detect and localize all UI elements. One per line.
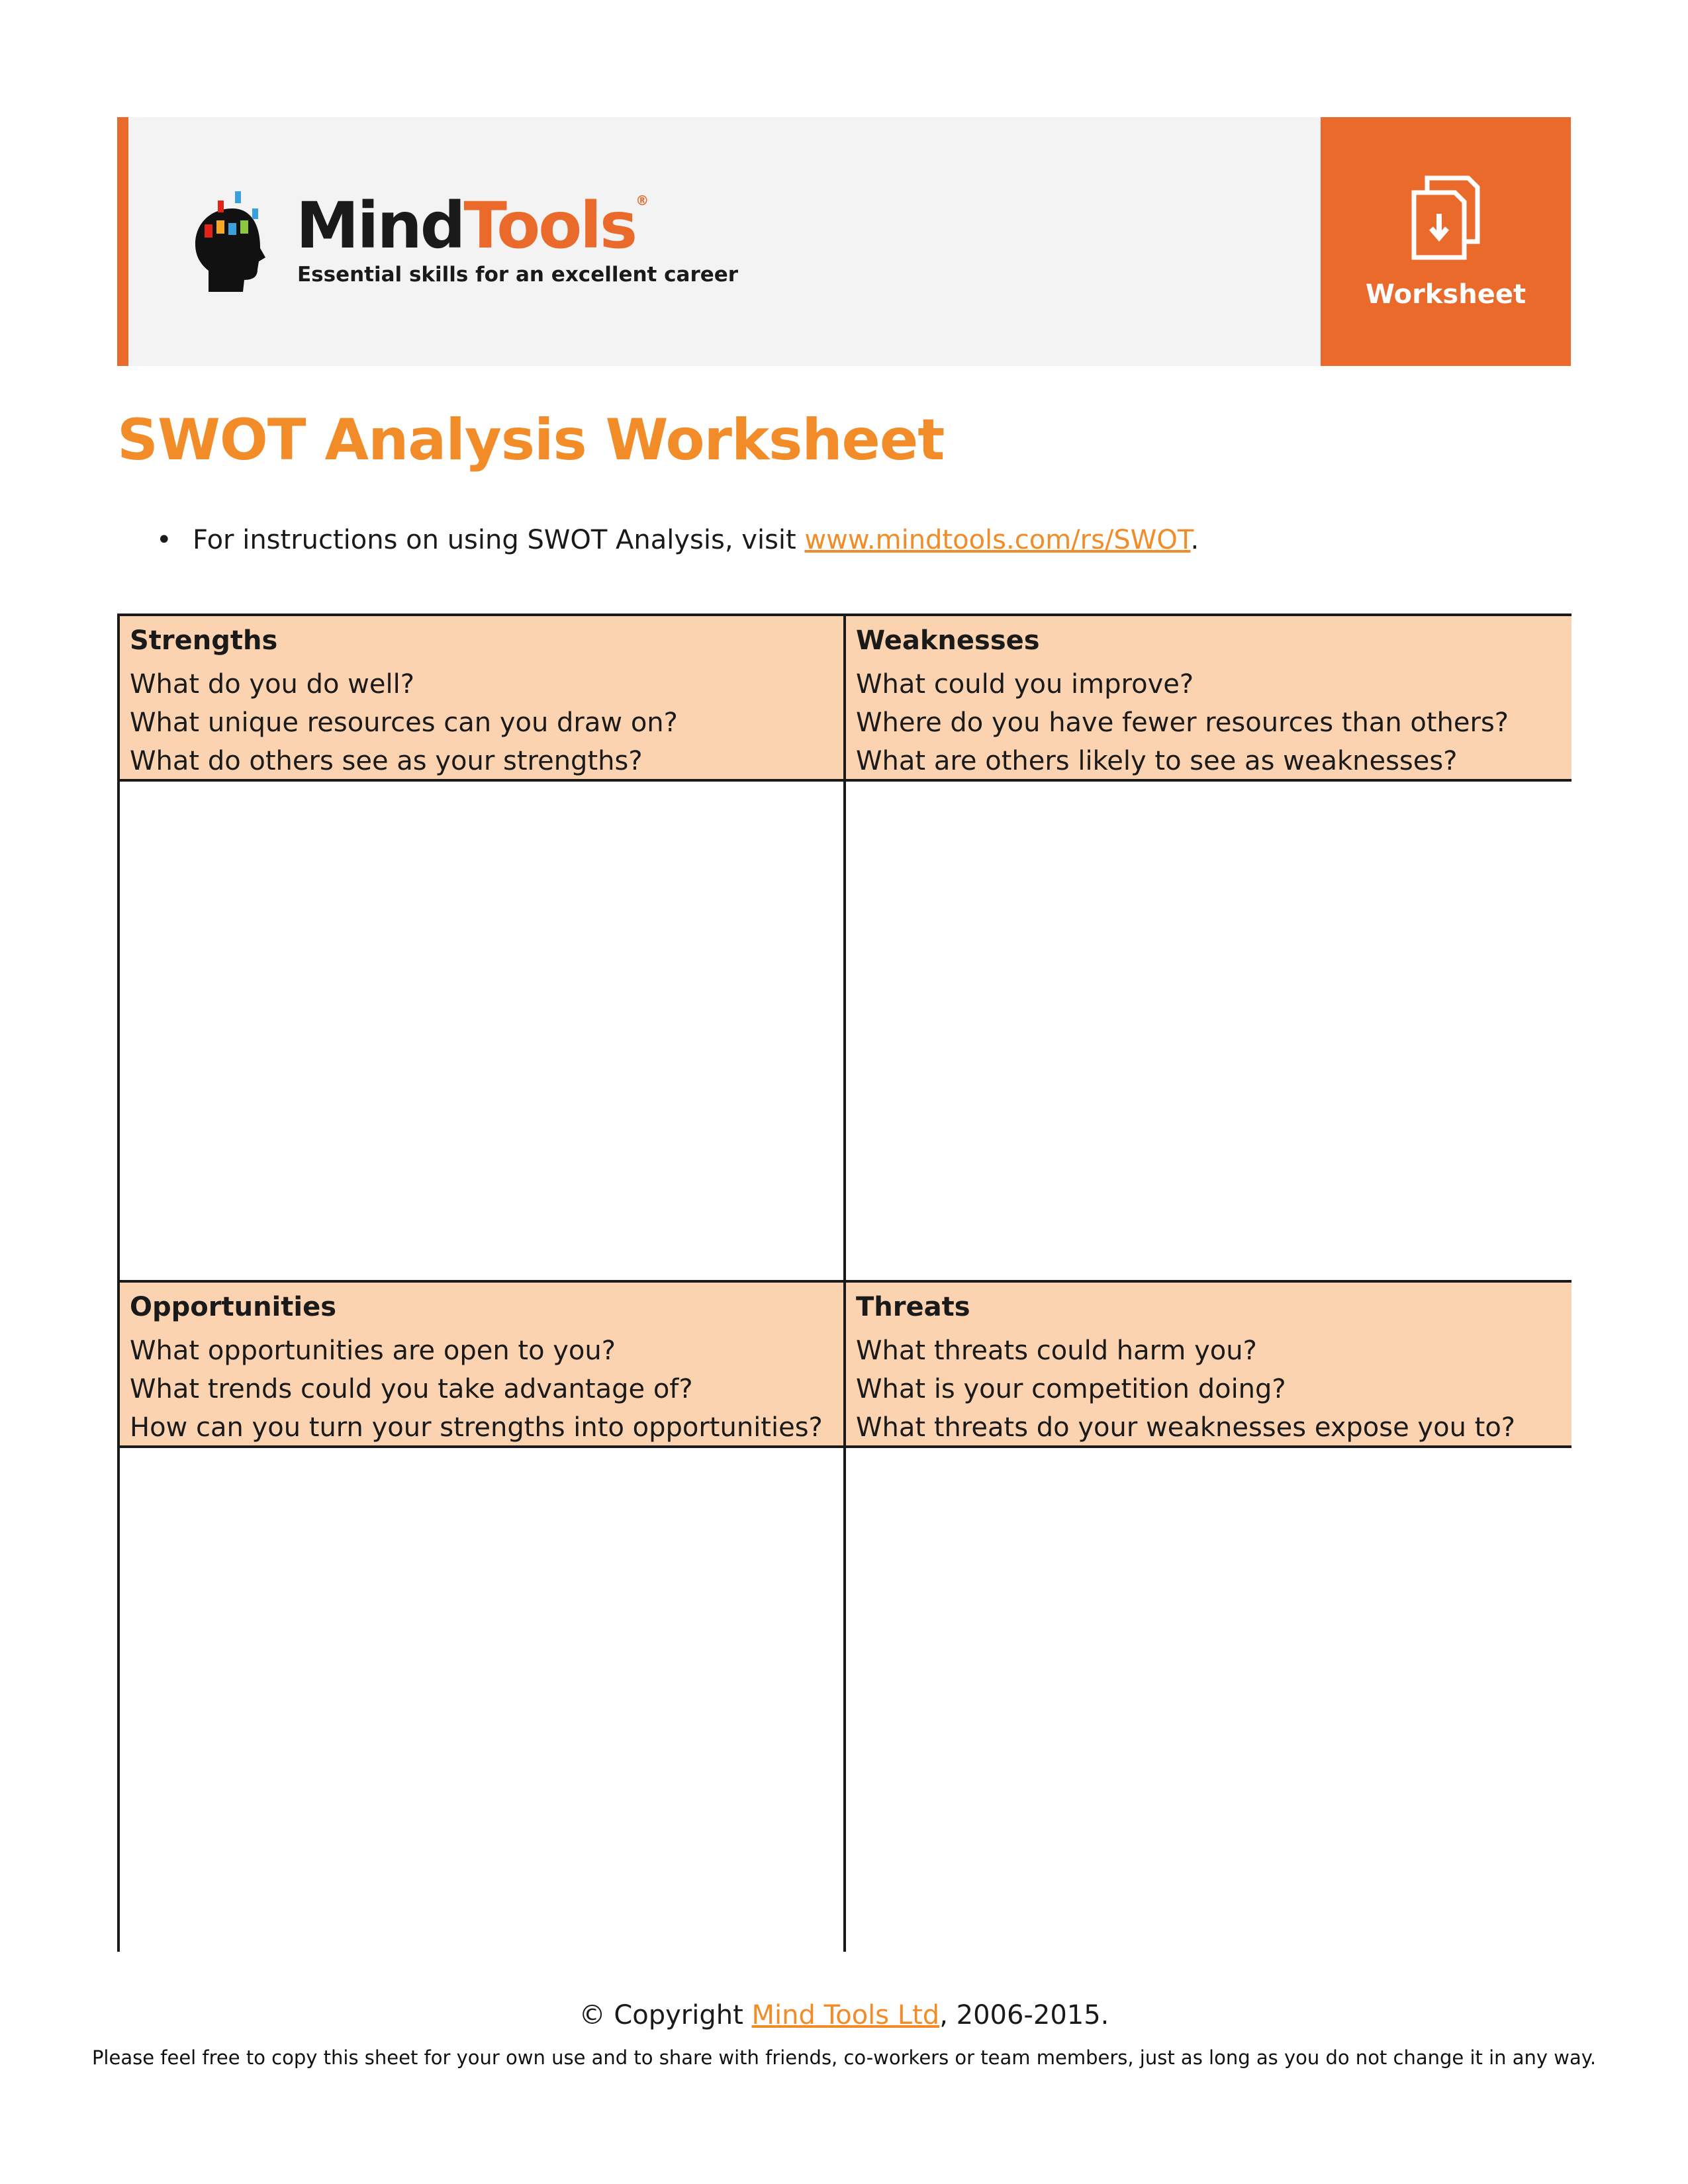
- quadrant-question: What could you improve?: [856, 669, 1194, 700]
- logo-word-mind: Mind: [296, 189, 464, 263]
- head-logo-icon: [191, 182, 271, 295]
- quadrant-title: Strengths: [130, 625, 278, 656]
- quadrant-question: What opportunities are open to you?: [130, 1336, 616, 1366]
- swot-grid: [117, 614, 1571, 1952]
- quadrant-header: [120, 616, 843, 782]
- quadrant-question: How can you turn your strengths into opportunities?: [130, 1412, 823, 1443]
- quadrant-question: Where do you have fewer resources than others?: [856, 707, 1509, 738]
- quadrant-question: What threats could harm you?: [856, 1336, 1257, 1366]
- weaknesses-answer-area[interactable]: [846, 782, 1571, 1280]
- swot-link[interactable]: www.mindtools.com/rs/SWOT: [804, 525, 1191, 555]
- worksheet-badge[interactable]: [1321, 117, 1571, 366]
- copyright-prefix: © Copyright: [579, 2000, 752, 2030]
- quadrant-question: What unique resources can you draw on?: [130, 707, 678, 738]
- quadrant-question: What threats do your weaknesses expose you to?: [856, 1412, 1516, 1443]
- quadrant-title: Weaknesses: [856, 625, 1040, 656]
- worksheet-label: Worksheet: [1365, 279, 1526, 310]
- instructions-line: [156, 525, 1199, 555]
- quadrant-opportunities: [120, 1283, 846, 1952]
- quadrant-header: [846, 616, 1571, 782]
- page-title: SWOT Analysis Worksheet: [117, 407, 945, 473]
- quadrant-question: What are others likely to see as weaknesses?: [856, 746, 1458, 776]
- mindtools-logo[interactable]: [191, 182, 739, 295]
- usage-note: Please feel free to copy this sheet for your own use and to share with friends, co-workers or team members, just as long as you do not change it in any way.: [91, 2046, 1597, 2069]
- quadrant-question: What trends could you take advantage of?: [130, 1374, 693, 1404]
- registered-mark: ®: [635, 193, 649, 208]
- copyright-line: [0, 2000, 1688, 2030]
- quadrant-header: [120, 1283, 843, 1448]
- quadrant-header: [846, 1283, 1571, 1448]
- threats-answer-area[interactable]: [846, 1448, 1571, 1952]
- quadrant-threats: [846, 1283, 1571, 1952]
- quadrant-weaknesses: [846, 616, 1571, 1283]
- strengths-answer-area[interactable]: [120, 782, 843, 1280]
- instructions-text: For instructions on using SWOT Analysis, visit: [193, 525, 805, 555]
- copyright-suffix: , 2006-2015.: [939, 2000, 1109, 2030]
- logo-word-tools: Tools: [463, 189, 636, 263]
- quadrant-title: Opportunities: [130, 1292, 337, 1322]
- header-banner: [117, 117, 1571, 366]
- document-download-icon: [1411, 175, 1480, 260]
- quadrant-strengths: [120, 616, 846, 1283]
- logo-tagline: Essential skills for an excellent career: [297, 263, 739, 287]
- quadrant-question: What is your competition doing?: [856, 1374, 1286, 1404]
- quadrant-question: What do you do well?: [130, 669, 414, 700]
- mindtools-ltd-link[interactable]: Mind Tools Ltd: [751, 2000, 940, 2030]
- quadrant-question: What do others see as your strengths?: [130, 746, 643, 776]
- instructions-suffix: .: [1190, 525, 1199, 555]
- logo-wordmark: [296, 189, 649, 263]
- quadrant-title: Threats: [856, 1292, 970, 1322]
- opportunities-answer-area[interactable]: [120, 1448, 843, 1952]
- bullet: •: [156, 525, 172, 555]
